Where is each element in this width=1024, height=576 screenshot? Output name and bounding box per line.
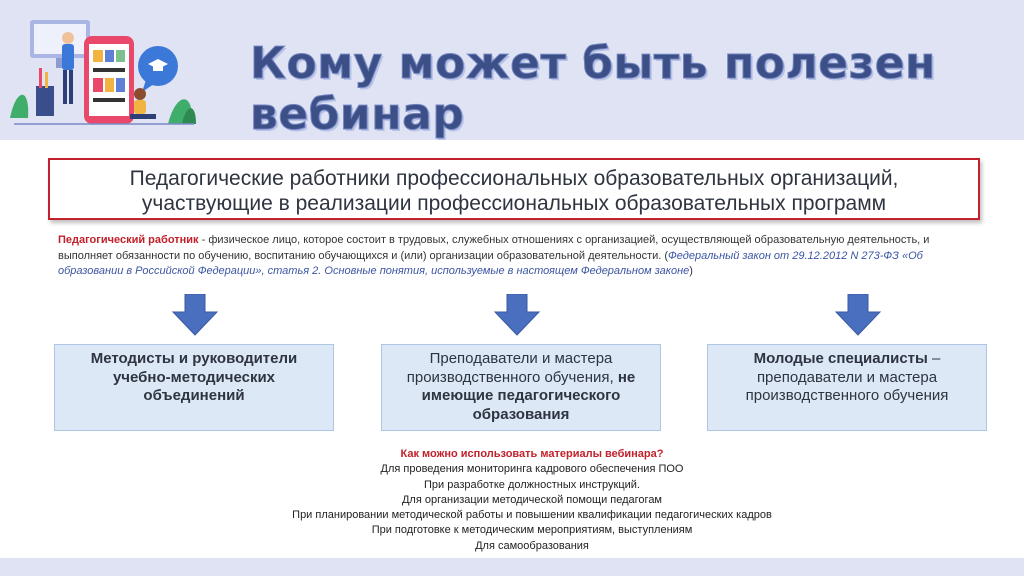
audience-line-1: Педагогические работники профессиональных образовательных организаций,	[129, 167, 899, 190]
card-bold-text: Методисты и руководители учебно-методических объединений	[90, 350, 298, 404]
usage-item: При подготовке к методическим мероприятиям, выступлениям	[371, 524, 693, 537]
law-reference: Федеральный закон от 29.12.2012 N 273-ФЗ «Об образовании в Российской Федерации», статья 2. Основные понятия, используемые в настоящем Федеральном законе	[58, 249, 923, 277]
definition-term: Педагогический работник	[58, 234, 199, 246]
page-title: Кому может быть полезен вебинар	[250, 38, 936, 140]
card-text: – преподаватели и мастера производственного обучения	[745, 350, 949, 404]
audience-card-methodists	[54, 344, 334, 431]
card-text: Преподаватели и мастера производственного обучения,	[406, 350, 618, 386]
down-arrow-icon	[171, 294, 219, 336]
usage-list	[232, 447, 832, 554]
definition-text: - физическое лицо, которое состоит в трудовых, служебных отношениях с организацией, осуществляющей образовательную деятельность, и выполняет обязанности по обучению, воспитанию обучающихся и (или) организации образовательной деятельности. (	[58, 234, 930, 262]
usage-question: Как можно использовать материалы вебинара?	[400, 448, 664, 460]
usage-item: При планировании методической работы и повышении квалификации педагогических кадров	[292, 509, 772, 522]
audience-line-2: участвующие в реализации профессиональных образовательных программ	[141, 192, 887, 215]
usage-item: При разработке должностных инструкций.	[424, 478, 640, 491]
graduation-chat-icon	[138, 46, 178, 92]
usage-item: Для организации методической помощи педагогам	[401, 493, 662, 506]
audience-card-young-specialists	[707, 344, 987, 431]
card-bold-text: Молодые специалисты	[753, 350, 928, 367]
definition-close: )	[689, 265, 693, 277]
education-illustration	[8, 8, 198, 126]
usage-item: Для проведения мониторинга кадрового обеспечения ПОО	[380, 463, 684, 476]
audience-box	[48, 158, 980, 220]
usage-item: Для самообразования	[475, 539, 589, 552]
down-arrow-icon	[493, 294, 541, 336]
audience-card-teachers	[381, 344, 661, 431]
down-arrow-icon	[834, 294, 882, 336]
definition-paragraph	[58, 233, 978, 280]
footer-band	[0, 558, 1024, 576]
card-bold-text: не имеющие педагогического образования	[421, 368, 636, 423]
